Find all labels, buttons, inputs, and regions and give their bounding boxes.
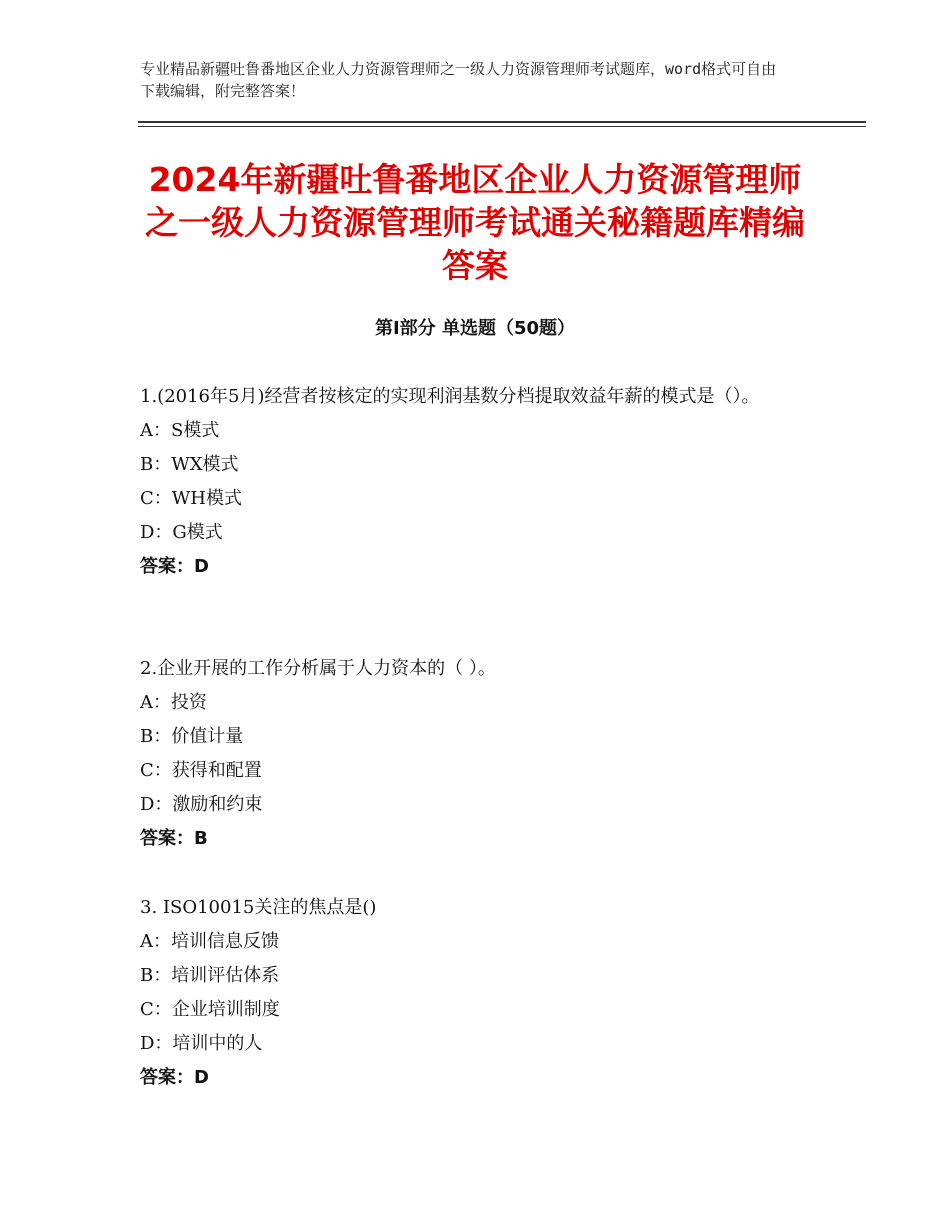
header-divider-thick <box>138 121 866 123</box>
header-divider-thin <box>138 126 866 127</box>
document-title: 2024年新疆吐鲁番地区企业人力资源管理师之一级人力资源管理师考试通关秘籍题库精编答案 <box>145 160 805 285</box>
question-stem: 3. ISO10015关注的焦点是() <box>140 897 377 918</box>
header-note: 专业精品新疆吐鲁番地区企业人力资源管理师之一级人力资源管理师考试题库，word格式可自由下载编辑，附完整答案！ <box>140 60 777 100</box>
option-b: B：WX模式 <box>140 454 239 475</box>
answer: 答案：D <box>140 1067 209 1088</box>
option-b: B：培训评估体系 <box>140 965 280 986</box>
question-2 <box>140 652 820 856</box>
answer: 答案：D <box>140 556 209 577</box>
section-title: 第Ⅰ部分 单选题（50题） <box>374 318 575 339</box>
option-a: A：S模式 <box>140 420 220 441</box>
option-b: B：价值计量 <box>140 726 244 747</box>
answer: 答案：B <box>140 828 208 849</box>
question-stem: 2.企业开展的工作分析属于人力资本的（ ）。 <box>140 658 496 679</box>
option-d: D：G模式 <box>140 522 223 543</box>
option-d: D：培训中的人 <box>140 1033 263 1054</box>
option-c: C：WH模式 <box>140 488 242 509</box>
question-stem: 1.(2016年5月)经营者按核定的实现利润基数分档提取效益年薪的模式是（）。 <box>140 386 760 407</box>
option-c: C：企业培训制度 <box>140 999 280 1020</box>
question-3 <box>140 891 820 1095</box>
option-a: A：投资 <box>140 692 207 713</box>
option-c: C：获得和配置 <box>140 760 262 781</box>
question-1 <box>140 380 820 584</box>
option-d: D：激励和约束 <box>140 794 263 815</box>
option-a: A：培训信息反馈 <box>140 931 279 952</box>
